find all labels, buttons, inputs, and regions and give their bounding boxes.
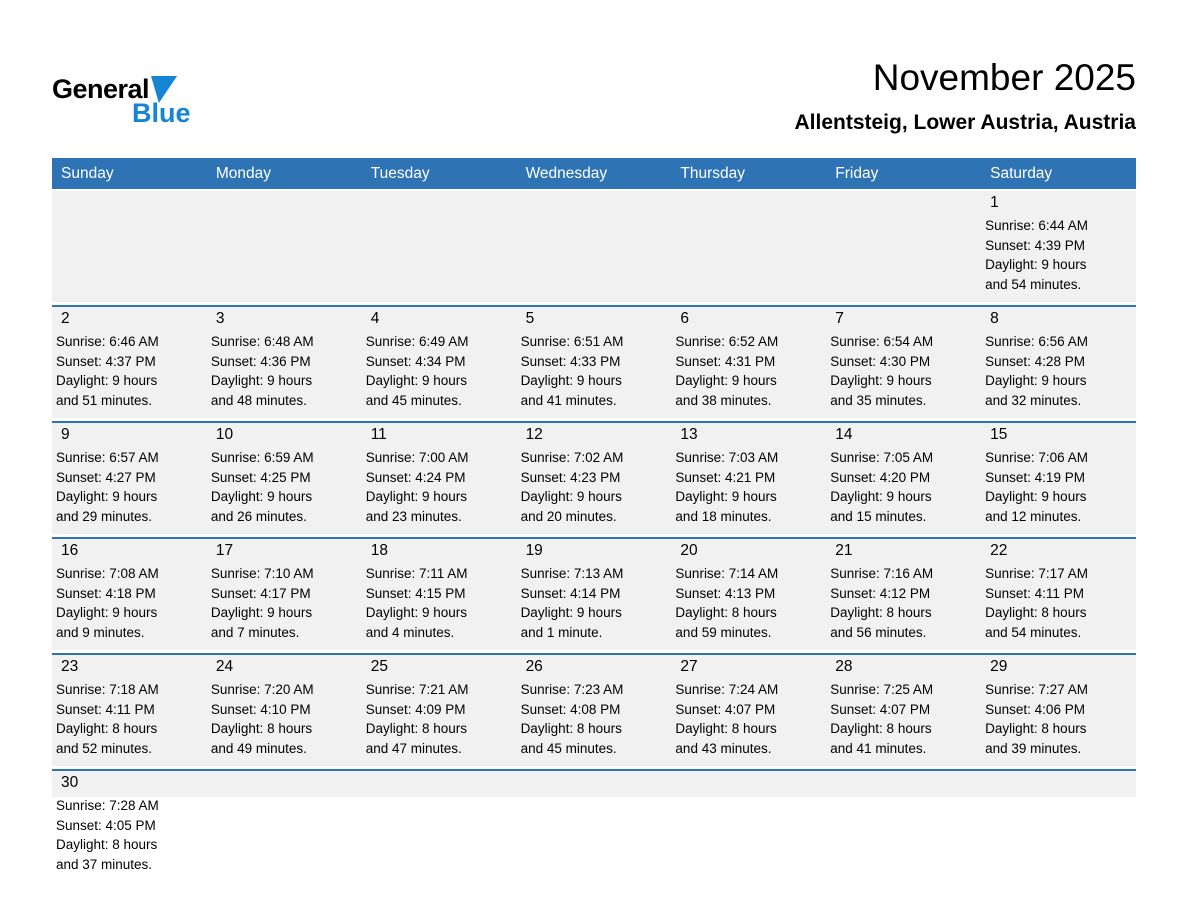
calendar-week-row: [52, 769, 1136, 882]
day-cell: [52, 191, 207, 302]
day-cell: [362, 771, 517, 882]
sunrise-text: Sunrise: 7:28 AM: [56, 798, 159, 813]
daylight-line2: and 52 minutes.: [56, 740, 153, 756]
daylight-line2: and 29 minutes.: [56, 508, 153, 524]
sunset-text: Sunset: 4:19 PM: [985, 469, 1085, 485]
day-cell: [362, 655, 517, 766]
day-number: 2: [61, 310, 70, 327]
daylight-line1: Daylight: 9 hours: [830, 489, 932, 504]
daylight-line2: and 41 minutes.: [520, 392, 617, 408]
day-number: 25: [370, 658, 388, 675]
sunset-text: Sunset: 4:08 PM: [520, 701, 621, 717]
daylight-line2: and 4 minutes.: [365, 624, 455, 640]
daylight-line2: and 12 minutes.: [985, 508, 1082, 524]
day-number: 16: [61, 542, 79, 559]
day-cell: [207, 191, 362, 302]
daylight-line1: Daylight: 8 hours: [675, 721, 777, 736]
sunset-text: Sunset: 4:05 PM: [56, 817, 156, 833]
day-number: 27: [680, 658, 698, 675]
sunset-text: Sunset: 4:31 PM: [675, 353, 776, 369]
sunset-text: Sunset: 4:30 PM: [830, 353, 931, 369]
day-number: [517, 773, 666, 796]
day-cell: [981, 423, 1136, 534]
daylight-line1: Daylight: 9 hours: [830, 373, 932, 388]
daylight-line1: Daylight: 8 hours: [675, 605, 777, 620]
day-number: [671, 773, 820, 796]
daylight-line1: Daylight: 8 hours: [830, 721, 932, 736]
daylight-line1: Daylight: 9 hours: [365, 605, 468, 620]
daylight-line2: and 59 minutes.: [675, 624, 772, 640]
weekday-header-row: [52, 158, 1136, 189]
daylight-line2: and 9 minutes.: [56, 624, 145, 640]
daylight-line1: Daylight: 9 hours: [56, 373, 158, 388]
sunset-text: Sunset: 4:34 PM: [365, 353, 466, 369]
day-cell: [826, 771, 981, 882]
day-cell: [52, 655, 207, 766]
day-cell: [207, 423, 362, 534]
day-number: 12: [525, 426, 543, 443]
day-number: 10: [215, 426, 234, 443]
sunset-text: Sunset: 4:36 PM: [210, 353, 311, 369]
general-blue-logo: [52, 74, 191, 129]
sunset-text: Sunset: 4:06 PM: [985, 701, 1085, 717]
sunrise-text: Sunrise: 7:23 AM: [520, 682, 624, 697]
day-number: 19: [525, 542, 543, 559]
daylight-line2: and 47 minutes.: [365, 740, 462, 756]
weekday-label: Monday: [215, 164, 271, 182]
sunrise-text: Sunrise: 7:02 AM: [520, 450, 624, 465]
daylight-line1: Daylight: 8 hours: [830, 605, 932, 620]
sunrise-text: Sunrise: 7:16 AM: [830, 566, 934, 581]
sunset-text: Sunset: 4:17 PM: [210, 585, 311, 601]
day-number: [207, 773, 356, 796]
day-number: 20: [680, 542, 698, 559]
sunrise-text: Sunrise: 7:25 AM: [830, 682, 934, 697]
sunrise-text: Sunrise: 6:44 AM: [985, 218, 1088, 233]
daylight-line1: Daylight: 8 hours: [56, 837, 158, 852]
day-cell: [517, 539, 672, 650]
sunset-text: Sunset: 4:09 PM: [365, 701, 466, 717]
day-cell: [517, 191, 672, 302]
daylight-line1: Daylight: 9 hours: [675, 373, 777, 388]
page-header: [52, 0, 1136, 158]
day-cell: [826, 655, 981, 766]
daylight-line1: Daylight: 9 hours: [210, 489, 313, 504]
daylight-line2: and 38 minutes.: [675, 392, 772, 408]
sunset-text: Sunset: 4:20 PM: [830, 469, 931, 485]
daylight-line2: and 20 minutes.: [520, 508, 617, 524]
day-number: 3: [215, 310, 225, 327]
day-cell: [671, 655, 826, 766]
day-cell: [207, 539, 362, 650]
calendar-weeks: [52, 191, 1136, 882]
day-number: 21: [835, 542, 853, 559]
calendar-week-row: [52, 421, 1136, 534]
daylight-line1: Daylight: 8 hours: [365, 721, 468, 736]
day-number: 11: [370, 426, 387, 443]
daylight-line1: Daylight: 9 hours: [520, 605, 622, 620]
calendar-week-row: [52, 191, 1136, 302]
sunset-text: Sunset: 4:39 PM: [985, 237, 1085, 253]
sunrise-text: Sunrise: 6:49 AM: [365, 334, 469, 349]
logo-text-general: General: [52, 74, 150, 104]
calendar-week-row: [52, 653, 1136, 766]
daylight-line1: Daylight: 8 hours: [210, 721, 313, 736]
daylight-line2: and 23 minutes.: [365, 508, 462, 524]
sunrise-text: Sunrise: 6:52 AM: [675, 334, 779, 349]
title-block: [794, 58, 1136, 135]
day-cell: [517, 771, 672, 882]
sunrise-text: Sunrise: 6:54 AM: [830, 334, 934, 349]
sunrise-text: Sunrise: 7:13 AM: [520, 566, 624, 581]
sunset-text: Sunset: 4:27 PM: [56, 469, 156, 485]
day-number: 8: [990, 310, 999, 327]
day-cell: [671, 423, 826, 534]
sunset-text: Sunset: 4:15 PM: [365, 585, 466, 601]
daylight-line1: Daylight: 8 hours: [985, 605, 1087, 620]
sunrise-text: Sunrise: 7:17 AM: [985, 566, 1088, 581]
daylight-line2: and 32 minutes.: [985, 392, 1082, 408]
day-number: 23: [61, 658, 79, 675]
day-cell: [517, 655, 672, 766]
day-number: 13: [680, 426, 698, 443]
sunset-text: Sunset: 4:37 PM: [56, 353, 156, 369]
day-number: [517, 193, 666, 216]
daylight-line1: Daylight: 9 hours: [675, 489, 777, 504]
page-title: November 2025: [872, 57, 1136, 98]
sunset-text: Sunset: 4:23 PM: [520, 469, 621, 485]
day-cell: [671, 771, 826, 882]
day-cell: [826, 423, 981, 534]
day-cell: [207, 771, 362, 882]
day-cell: [671, 191, 826, 302]
daylight-line1: Daylight: 9 hours: [210, 373, 313, 388]
daylight-line2: and 41 minutes.: [830, 740, 927, 756]
day-number: 29: [990, 658, 1008, 675]
sunrise-text: Sunrise: 6:51 AM: [520, 334, 624, 349]
sunrise-text: Sunrise: 7:14 AM: [675, 566, 779, 581]
day-cell: [207, 307, 362, 418]
day-number: [671, 193, 820, 216]
daylight-line2: and 49 minutes.: [210, 740, 307, 756]
daylight-line2: and 26 minutes.: [210, 508, 307, 524]
sunset-text: Sunset: 4:21 PM: [675, 469, 776, 485]
day-cell: [671, 307, 826, 418]
daylight-line2: and 43 minutes.: [675, 740, 772, 756]
day-cell: [52, 307, 207, 418]
day-number: [207, 193, 356, 216]
day-cell: [826, 307, 981, 418]
day-number: 18: [370, 542, 388, 559]
day-number: 28: [835, 658, 853, 675]
sunrise-text: Sunrise: 7:10 AM: [210, 566, 314, 581]
day-number: 9: [61, 426, 70, 443]
sunrise-text: Sunrise: 7:00 AM: [365, 450, 469, 465]
sunset-text: Sunset: 4:14 PM: [520, 585, 621, 601]
sunrise-text: Sunrise: 7:21 AM: [365, 682, 469, 697]
sunset-text: Sunset: 4:28 PM: [985, 353, 1085, 369]
day-cell: [981, 539, 1136, 650]
day-number: 4: [370, 310, 380, 327]
daylight-line1: Daylight: 9 hours: [56, 489, 158, 504]
daylight-line2: and 35 minutes.: [830, 392, 927, 408]
sunset-text: Sunset: 4:11 PM: [985, 585, 1084, 601]
day-number: 22: [990, 542, 1008, 559]
sunrise-text: Sunrise: 7:05 AM: [830, 450, 934, 465]
day-cell: [362, 423, 517, 534]
sunset-text: Sunset: 4:24 PM: [365, 469, 466, 485]
sunset-text: Sunset: 4:13 PM: [675, 585, 776, 601]
day-cell: [981, 191, 1136, 302]
daylight-line1: Daylight: 9 hours: [520, 373, 622, 388]
weekday-label: Tuesday: [370, 164, 430, 182]
sunrise-text: Sunrise: 7:11 AM: [365, 566, 468, 581]
sunset-text: Sunset: 4:10 PM: [210, 701, 311, 717]
sunrise-text: Sunrise: 7:03 AM: [675, 450, 779, 465]
weekday-label: Thursday: [680, 164, 746, 182]
day-number: 30: [61, 774, 79, 791]
daylight-line2: and 45 minutes.: [520, 740, 617, 756]
daylight-line1: Daylight: 9 hours: [56, 605, 158, 620]
daylight-line1: Daylight: 8 hours: [56, 721, 158, 736]
day-number: 6: [680, 310, 690, 327]
weekday-label: Sunday: [61, 164, 114, 182]
daylight-line2: and 54 minutes.: [985, 276, 1082, 292]
day-cell: [981, 307, 1136, 418]
daylight-line2: and 39 minutes.: [985, 740, 1082, 756]
day-number: 17: [215, 542, 234, 559]
sunset-text: Sunset: 4:07 PM: [675, 701, 776, 717]
calendar: [52, 158, 1136, 882]
day-cell: [826, 191, 981, 302]
daylight-line1: Daylight: 8 hours: [520, 721, 622, 736]
sunrise-text: Sunrise: 6:48 AM: [210, 334, 314, 349]
daylight-line2: and 48 minutes.: [210, 392, 307, 408]
day-number: 7: [835, 310, 844, 327]
daylight-line1: Daylight: 9 hours: [365, 373, 468, 388]
day-number: 26: [525, 658, 543, 675]
daylight-line1: Daylight: 9 hours: [985, 257, 1087, 272]
day-number: 14: [835, 426, 853, 443]
day-cell: [517, 423, 672, 534]
day-number: 1: [990, 194, 999, 211]
day-cell: [52, 539, 207, 650]
sunset-text: Sunset: 4:11 PM: [56, 701, 155, 717]
sunrise-text: Sunrise: 7:27 AM: [985, 682, 1088, 697]
day-number: 24: [215, 658, 234, 675]
sunrise-text: Sunrise: 7:18 AM: [56, 682, 159, 697]
sunrise-text: Sunrise: 6:57 AM: [56, 450, 159, 465]
weekday-label: Friday: [835, 164, 879, 182]
sunrise-text: Sunrise: 7:20 AM: [210, 682, 314, 697]
weekday-label: Saturday: [990, 164, 1053, 182]
daylight-line1: Daylight: 8 hours: [985, 721, 1087, 736]
daylight-line1: Daylight: 9 hours: [365, 489, 468, 504]
sunrise-text: Sunrise: 7:08 AM: [56, 566, 159, 581]
day-cell: [981, 655, 1136, 766]
sunrise-text: Sunrise: 6:46 AM: [56, 334, 159, 349]
daylight-line1: Daylight: 9 hours: [985, 489, 1087, 504]
daylight-line1: Daylight: 9 hours: [520, 489, 622, 504]
day-cell: [52, 423, 207, 534]
logo-text-blue: Blue: [132, 98, 191, 128]
page-subtitle: Allentsteig, Lower Austria, Austria: [794, 110, 1136, 134]
sunset-text: Sunset: 4:07 PM: [830, 701, 931, 717]
day-cell: [826, 539, 981, 650]
sunrise-text: Sunrise: 6:59 AM: [210, 450, 314, 465]
daylight-line2: and 18 minutes.: [675, 508, 772, 524]
sunset-text: Sunset: 4:12 PM: [830, 585, 931, 601]
sunrise-text: Sunrise: 6:56 AM: [985, 334, 1088, 349]
sunrise-text: Sunrise: 7:06 AM: [985, 450, 1088, 465]
day-number: 15: [990, 426, 1008, 443]
sunset-text: Sunset: 4:33 PM: [520, 353, 621, 369]
sunset-text: Sunset: 4:25 PM: [210, 469, 311, 485]
day-cell: [362, 307, 517, 418]
day-number: [52, 193, 201, 216]
day-number: [826, 773, 975, 796]
day-cell: [207, 655, 362, 766]
day-number: [362, 193, 511, 216]
day-number: 5: [525, 310, 535, 327]
daylight-line1: Daylight: 9 hours: [985, 373, 1087, 388]
day-cell: [52, 771, 207, 882]
daylight-line2: and 37 minutes.: [56, 856, 153, 872]
day-number: [826, 193, 975, 216]
day-number: [981, 773, 1130, 796]
daylight-line2: and 1 minute.: [520, 624, 603, 640]
daylight-line2: and 54 minutes.: [985, 624, 1082, 640]
day-cell: [362, 191, 517, 302]
daylight-line2: and 51 minutes.: [56, 392, 153, 408]
daylight-line2: and 56 minutes.: [830, 624, 927, 640]
daylight-line2: and 7 minutes.: [210, 624, 300, 640]
daylight-line2: and 45 minutes.: [365, 392, 462, 408]
day-cell: [671, 539, 826, 650]
sunrise-text: Sunrise: 7:24 AM: [675, 682, 779, 697]
daylight-line2: and 15 minutes.: [830, 508, 927, 524]
weekday-label: Wednesday: [525, 164, 608, 182]
day-cell: [517, 307, 672, 418]
sunset-text: Sunset: 4:18 PM: [56, 585, 156, 601]
day-cell: [981, 771, 1136, 882]
day-number: [362, 773, 511, 796]
daylight-line1: Daylight: 9 hours: [210, 605, 313, 620]
day-cell: [362, 539, 517, 650]
calendar-week-row: [52, 305, 1136, 418]
calendar-week-row: [52, 537, 1136, 650]
